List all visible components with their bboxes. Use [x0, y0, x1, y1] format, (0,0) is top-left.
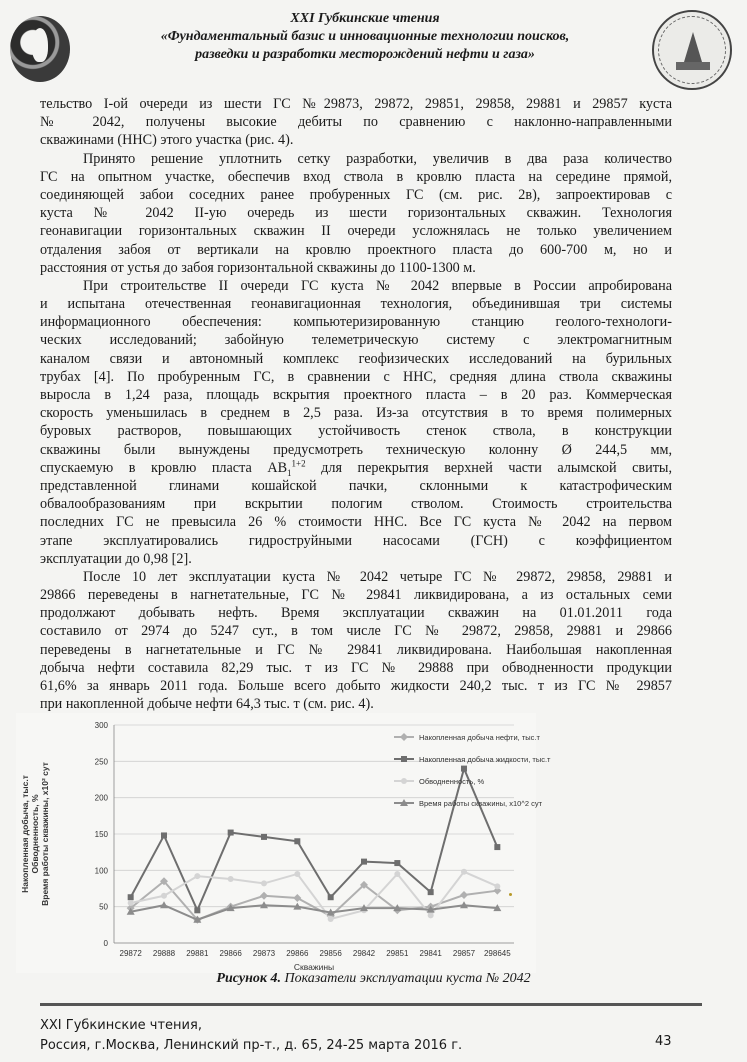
chart-figure: [16, 713, 551, 973]
speck: [509, 893, 512, 896]
data-point: [461, 869, 467, 875]
text-line: расстояния от устья до забоя горизонтальной скважины до 1100-1300 м.: [40, 259, 476, 276]
data-point: [161, 893, 167, 899]
text-line: при накопленной добыче нефти 64,3 тыс. т (см. рис. 4).: [40, 696, 374, 713]
text-line: 29866 переведены в нагнетательные, ГС № 29841 ликвидирована, а из остальных семи: [40, 587, 672, 604]
x-tick-label: 298645: [483, 949, 511, 958]
legend-label: Накопленная добыча нефти, тыс.т: [419, 733, 540, 742]
header-subtitle-line1: «Фундаментальный базис и инновационные технологии поисков,: [160, 29, 570, 44]
text-line: каналом связи и автономный комплекс геофизических исследований на бурильных: [40, 350, 672, 367]
data-point: [294, 871, 300, 877]
text-line: тельство I-ой очереди из шести ГС №29873, 29872, 29851, 29858, 29881 и 29857 куста: [40, 96, 672, 112]
text-line: При строительстве II очереди ГС куста № 2042 впервые в России апробирована: [83, 277, 672, 294]
data-point: [294, 838, 300, 844]
y-tick-label: 300: [94, 721, 108, 730]
text-line: последних ГС не превысила 26 % стоимости ННС. Все ГС куста № 2042 на первом: [40, 514, 672, 531]
y-tick-label: 150: [94, 830, 108, 839]
data-point: [494, 883, 500, 889]
footer-line2: Россия, г.Москва, Ленинский пр-т., д. 65, 24-25 марта 2016 г.: [40, 1038, 463, 1053]
text-line: эксплуатации до 0,98 [2].: [40, 550, 192, 567]
text-line: трубах [4]. По пробуренным ГС, в сравнении с ННС, средняя длина ствола скважины: [40, 368, 672, 385]
text-line: геонавигации горизонтальных скважин II очереди усложнялась не только увеличением: [40, 223, 672, 240]
footer-line1: XXI Губкинские чтения,: [40, 1018, 202, 1033]
page-number: 43: [655, 1034, 672, 1049]
legend-swatch-marker: [401, 756, 407, 762]
figure-caption: [0, 971, 747, 987]
data-point: [194, 873, 200, 879]
header-subtitle-line2: разведки и разработки месторождений нефти и газа»: [195, 47, 535, 62]
text-line: обвалообразованиям при вскрытии пологим стволом. Стоимость строительства: [40, 496, 672, 513]
data-point: [394, 860, 400, 866]
data-point: [128, 900, 134, 906]
y-tick-label: 250: [94, 757, 108, 767]
body-text: [40, 95, 672, 713]
text-line: буровых растворов, повышающих устойчивость стенок ствола, в конструкции: [40, 423, 672, 440]
text-line: составило от 2974 до 5247 сут., в том числе ГС № 29872, 29858, 29881 и 29866: [40, 623, 672, 640]
caption-label: Рисунок 4.: [216, 971, 281, 986]
data-point: [194, 907, 200, 913]
data-point: [394, 871, 400, 877]
data-point: [428, 889, 434, 895]
text-line: скорость уменьшилась в среднем в 2,5 раза. Из-за отсутствия в то время полимерных: [40, 405, 672, 422]
header-title: XXI Губкинские чтения: [290, 11, 440, 26]
text-line: 61,6% за январь 2011 года. Больше всего добыто жидкости 240,2 тыс. т из ГС № 29857: [40, 678, 672, 694]
x-tick-label: 29866: [286, 949, 309, 958]
data-point: [328, 916, 334, 922]
academy-seal: [652, 10, 732, 90]
text-line: информационного обеспечения: компьютеризированную станцию геолого-технологи-: [40, 314, 672, 331]
data-point: [461, 766, 467, 772]
y-tick-label: 50: [99, 902, 108, 912]
x-tick-label: 29851: [386, 949, 409, 958]
text-line: соединяющей забои соседних ранее пробуренных ГС (см. рис. 2в), запроектировав с: [40, 186, 672, 203]
x-tick-label: 29873: [252, 949, 276, 958]
text-line: этапе эксплуатировались гидроструйными насосами (ГСН) с коэффициентом: [40, 532, 672, 549]
x-tick-label: 29866: [219, 949, 242, 958]
page-header: [0, 0, 747, 98]
y-tick-label: 200: [94, 793, 108, 803]
text-line: и испытана отечественная геонавигационная технология, объединившая три системы: [40, 296, 672, 313]
page-footer: [40, 1016, 672, 1056]
text-line: Принято решение уплотнить сетку разработки, увеличив в два раза количество: [83, 150, 672, 167]
text-line: куста № 2042 II-ую очередь из шести горизонтальных скважин. Технология: [40, 205, 672, 222]
data-point: [161, 832, 167, 838]
data-point: [428, 912, 434, 918]
x-tick-label: 29857: [452, 949, 476, 958]
text-line: добыча нефти составила 82,29 тыс. т из ГС № 29888 при обводненности продукции: [40, 659, 672, 676]
chart-background: [16, 713, 536, 973]
y-axis-title-line: Обводненность, %: [30, 794, 40, 874]
caption-text: Показатели эксплуатации куста № 2042: [280, 971, 531, 986]
x-tick-label: 29842: [352, 949, 376, 958]
legend-label: Время работы скважины, х10^2 сут: [419, 799, 543, 808]
text-line: представленной глинами кошайской пачки, склонными к катастрофическим: [40, 477, 672, 494]
y-tick-label: 0: [103, 939, 108, 948]
legend-swatch-marker: [401, 778, 407, 784]
text-line: выросла в 1,24 раза, площадь вскрытия проектного пласта – в 20 раз. Коммерческая: [40, 387, 672, 403]
text-line: № 2042, получены высокие дебиты по сравнению с наклонно-направленными: [40, 114, 672, 131]
x-axis-title: Скважины: [293, 962, 335, 972]
data-point: [328, 894, 334, 900]
data-point: [228, 876, 234, 882]
text-line: скважинами (ННС) этого участка (рис. 4).: [40, 132, 294, 149]
x-tick-label: 29888: [152, 949, 176, 958]
x-tick-label: 29856: [319, 949, 342, 958]
text-line: ГС на опытном участке, обеспечив вход ствола в кровлю пласта на середине прямой,: [40, 168, 672, 185]
text-line: После 10 лет эксплуатации куста № 2042 четыре ГС № 29872, 29858, 29881 и: [83, 568, 672, 585]
conference-logo: [10, 16, 70, 82]
data-point: [261, 834, 267, 840]
text-line: продолжают добывать нефть. Время эксплуатации скважин на 01.01.2011 года: [40, 605, 672, 622]
legend-label: Накопленная добыча жидкости, тыс.т: [419, 755, 551, 764]
data-point: [128, 894, 134, 900]
text-line: отдаления забоя от вертикали на кровлю проектного пласта до 600-700 м, но и: [40, 241, 672, 258]
y-axis-title-line: Накопленная добыча, тыс.т: [20, 775, 30, 893]
text-line: переведены в нагнетательные и ГС № 29841 ликвидирована. Наибольшая накопленная: [40, 641, 672, 658]
text-line: ческих исследований; забойную телеметрическую систему с электромагнитным: [40, 332, 672, 349]
text-line: спускаемую в кровлю пласта $АВ_1^{1+2}$ для перекрытия верхней части алымской свиты,: [40, 458, 672, 478]
data-point: [261, 880, 267, 886]
data-point: [494, 844, 500, 850]
x-tick-label: 29841: [419, 949, 442, 958]
data-point: [228, 830, 234, 836]
footer-rule: [40, 1003, 702, 1006]
y-axis-title-line: Время работы скважины, х10² сут: [40, 762, 50, 906]
legend-label: Обводненность, %: [419, 777, 485, 786]
text-line: скважины были вынуждены предусмотреть техническую колонну Ø 244,5 мм,: [40, 441, 672, 458]
x-tick-label: 29872: [119, 949, 142, 958]
data-point: [361, 859, 367, 865]
y-tick-label: 100: [94, 866, 108, 876]
x-tick-label: 29881: [186, 949, 209, 958]
